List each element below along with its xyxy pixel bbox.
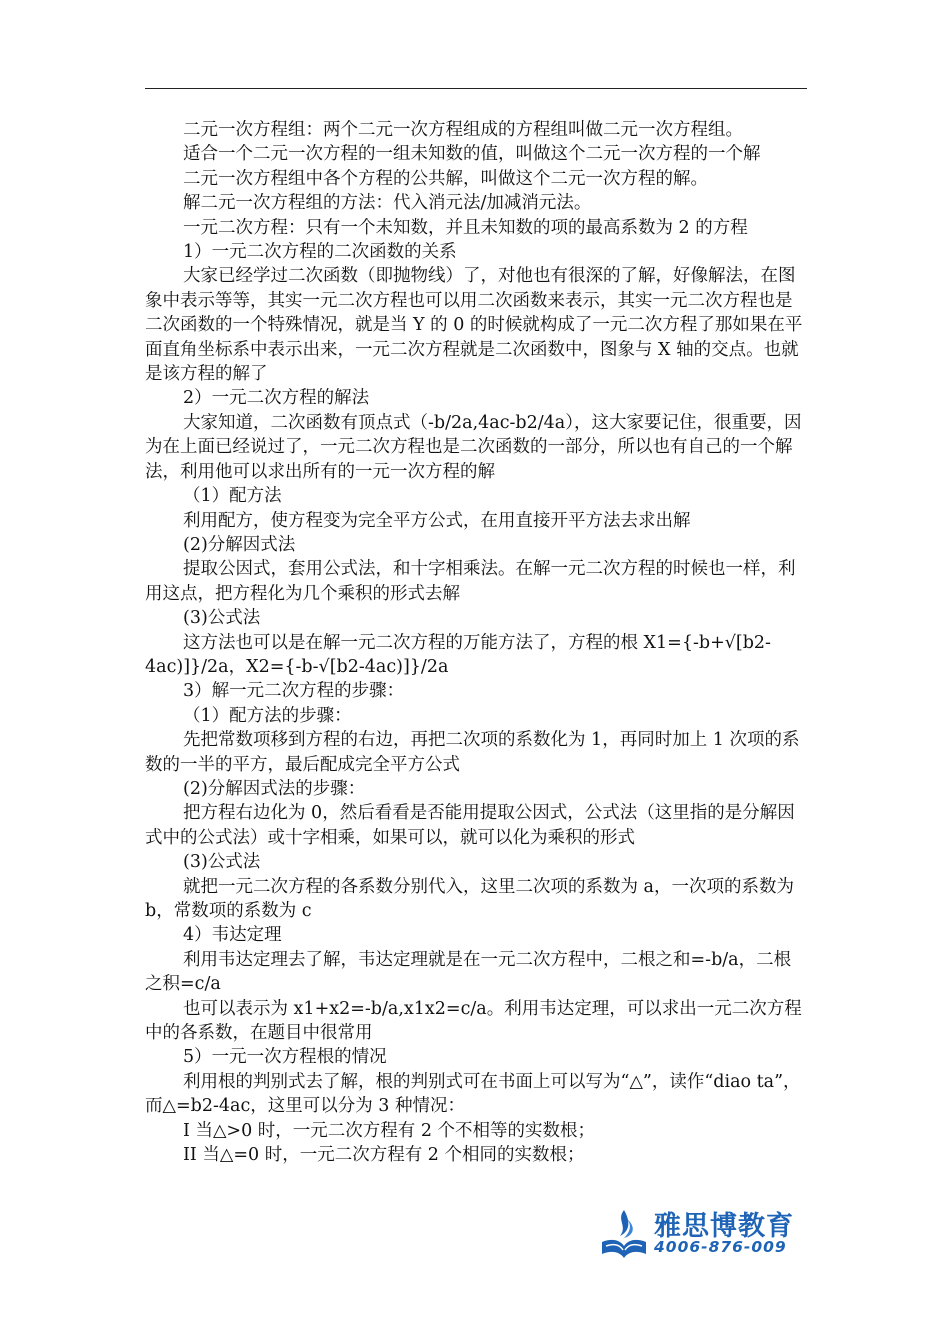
paragraph: 大家已经学过二次函数（即抛物线）了，对他也有很深的了解，好像解法，在图象中表示等等，其实一元二次方程也可以用二次函数来表示，其实一元二次方程也是二次函数的一个特殊情况，就是当 Y 的 0 的时候就构成了一元二次方程了那如果在平面直角坐标系中表示出来，一元二次方程就是二次函数中，图象与 X 轴的交点。也就是该方程的解了 [145,266,803,385]
brand-logo [594,1198,808,1266]
brand-name: 雅思博教育 [654,1211,794,1242]
paragraph: (2)分解因式法的步骤： [183,778,366,799]
paragraph: 先把常数项移到方程的右边，再把二次项的系数化为 1，再同时加上 1 次项的系数的一半的平方，最后配成完全平方公式 [145,730,800,775]
paragraph: 把方程右边化为 0，然后看看是否能用提取公因式，公式法（这里指的是分解因式中的公式法）或十字相乘，如果可以，就可以化为乘积的形式 [145,803,795,848]
header-rule [145,88,807,89]
paragraph: (2)分解因式法 [183,534,296,555]
paragraph: 解二元一次方程组的方法：代入消元法/加减消元法。 [183,193,592,214]
paragraph: 大家知道，二次函数有顶点式（-b/2a,4ac-b2/4a），这大家要记住，很重要，因为在上面已经说过了，一元二次方程也是二次函数的一部分，所以也有自己的一个解法，利用他可以求出所有的一元一次方程的解 [145,412,802,482]
paragraph: 二元一次方程组：两个二元一次方程组成的方程组叫做二元一次方程组。 [183,120,743,140]
paragraph: 利用配方，使方程变为完全平方公式，在用直接开平方法去求出解 [183,510,691,531]
paragraph: 一元二次方程：只有一个未知数，并且未知数的项的最高系数为 2 的方程 [183,217,748,238]
paragraph: 二元一次方程组中各个方程的公共解，叫做这个二元一次方程的解。 [183,168,708,189]
document-body [145,118,807,1167]
paragraph: 利用韦达定理去了解，韦达定理就是在一元二次方程中，二根之和=-b/a，二根之积=c/a [145,949,792,995]
paragraph: (3)公式法 [183,608,261,629]
paragraph: 4）韦达定理 [183,925,282,946]
brand-phone: 4006-876-009 [654,1238,787,1256]
paragraph: 也可以表示为 x1+x2=-b/a,x1x2=c/a。利用韦达定理，可以求出一元二次方程中的各系数，在题目中很常用 [145,998,802,1044]
paragraph: 提取公因式，套用公式法，和十字相乘法。在解一元二次方程的时候也一样，利用这点，把方程化为几个乘积的形式去解 [145,559,796,604]
book-flame-icon [598,1206,650,1260]
paragraph: 2）一元二次方程的解法 [183,388,370,409]
paragraph: 就把一元二次方程的各系数分别代入，这里二次项的系数为 a，一次项的系数为 b，常数项的系数为 c [145,876,794,921]
paragraph: （1）配方法 [183,486,282,507]
paragraph: 利用根的判别式去了解，根的判别式可在书面上可以写为“△”，读作“diao ta”，而△=b2-4ac，这里可以分为 3 种情况： [145,1071,801,1117]
paragraph: 适合一个二元一次方程的一组未知数的值，叫做这个二元一次方程的一个解 [183,144,761,165]
paragraph: 3）解一元二次方程的步骤： [183,681,405,702]
paragraph: 1）一元二次方程的二次函数的关系 [183,242,457,263]
paragraph: II 当△=0 时，一元二次方程有 2 个相同的实数根； [183,1145,585,1166]
paragraph: 这方法也可以是在解一元二次方程的万能方法了，方程的根 X1={-b+√[b2-4ac)]}/2a，X2={-b-√[b2-4ac)]}/2a [145,632,771,677]
paragraph: I 当△>0 时，一元二次方程有 2 个不相等的实数根； [183,1120,596,1141]
paragraph: （1）配方法的步骤： [183,705,352,726]
paragraph: (3)公式法 [183,852,261,873]
paragraph: 5）一元一次方程根的情况 [183,1047,387,1068]
